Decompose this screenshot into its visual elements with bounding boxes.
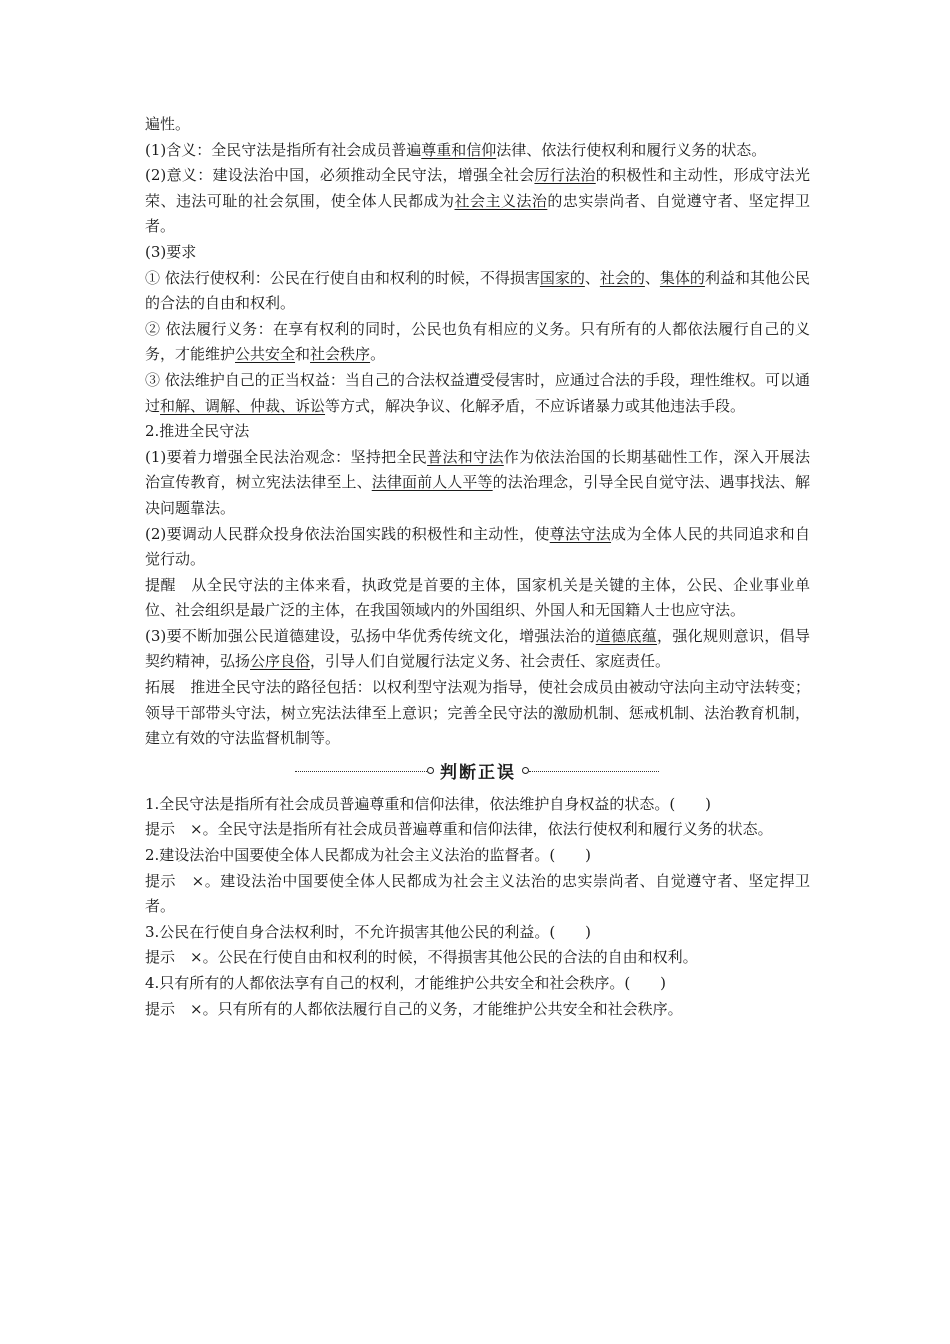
text-run: (1)要着力增强全民法治观念：坚持把全民 <box>145 447 428 466</box>
text-run: 的积极性和主动性，形成守法光荣、违法可耻的社会氛围，使全体人民都成为 <box>145 166 810 210</box>
document-page <box>145 112 810 1022</box>
underlined-term: 社会的 <box>599 268 645 287</box>
text-run: (3)要求 <box>145 242 197 261</box>
underlined-term: 集体的 <box>659 268 705 287</box>
judgment-question: 3.公民在行使自身合法权利时，不允许损害其他公民的利益。( ) <box>145 922 592 941</box>
text-run: ③ 依法维护自己的正当权益：当自己的合法权益遭受侵害时，应通过合法的手段，理性维权。可以通过 <box>145 370 810 415</box>
judgment-question: 1.全民守法是指所有社会成员普遍尊重和信仰法律，依法维护自身权益的状态。( ) <box>145 794 712 813</box>
text-run: 利益和其他公民的合法的自由和权利。 <box>145 268 810 313</box>
paragraph-11 <box>145 624 810 675</box>
text-run: 拓展 推进全民守法的路径包括：以权利型守法观为指导，使社会成员由被动守法向主动守法转变；领导干部带头守法，树立宪法法律至上意识；完善全民守法的激励机制、惩戒机制、法治教育机制，建立有效的守法监督机制等。 <box>145 678 810 748</box>
paragraph-7 <box>145 419 810 445</box>
underlined-term: 尊重和信仰 <box>421 140 497 159</box>
section-title: 判断正误 <box>440 762 516 783</box>
text-run: 法律、依法行使权利和履行义务的状态。 <box>496 140 767 159</box>
text-run: 遍性。 <box>145 115 191 133</box>
paragraph-3 <box>145 240 810 266</box>
judgment-list <box>145 792 810 1022</box>
underlined-term: 道德底蕴 <box>595 626 658 645</box>
text-run: 提醒 从全民守法的主体来看，执政党是首要的主体，国家机关是关键的主体，公民、企业事业单位、社会组织是最广泛的主体，在我国领域内的外国组织、外国人和无国籍人士也应守法。 <box>145 575 810 620</box>
paragraph-4 <box>145 266 810 317</box>
underlined-term: 公共安全 <box>235 345 296 364</box>
judgment-answer: 提示 ×。建设法治中国要使全体人民都成为社会主义法治的忠实崇尚者、自觉遵守者、坚定捍卫者。 <box>145 871 810 916</box>
circle-bullet-icon <box>427 767 434 774</box>
text-run: ，强化规则意识，倡导契约精神，弘扬 <box>145 626 810 671</box>
text-run: 等方式，解决争议、化解矛盾，不应诉诸暴力或其他违法手段。 <box>325 396 746 415</box>
paragraph-12 <box>145 675 810 752</box>
text-run: (3)要不断加强公民道德建设，弘扬中华优秀传统文化，增强法治的 <box>145 626 596 645</box>
text-run: 、 <box>644 268 660 287</box>
text-run: 、 <box>584 268 600 287</box>
text-run: ② 依法履行义务：在享有权利的同时，公民也负有相应的义务。只有所有的人都依法履行自己的义务，才能维护 <box>145 319 810 364</box>
underlined-term: 法律面前人人平等 <box>371 473 493 492</box>
circle-bullet-icon <box>522 767 529 774</box>
paragraph-1 <box>145 138 810 164</box>
underlined-term: 普法和守法 <box>427 447 504 466</box>
text-run: (1)含义：全民守法是指所有社会成员普遍 <box>145 140 422 159</box>
underlined-term: 厉行法治 <box>534 166 596 185</box>
dotted-rule-left <box>295 771 427 772</box>
text-run: (2)要调动人民群众投身依法治国实践的积极性和主动性，使 <box>145 524 550 543</box>
text-run: 的忠实崇尚者、自觉遵守者、坚定捍卫者。 <box>145 191 810 236</box>
text-run: ，引导人们自觉履行法定义务、社会责任、家庭责任。 <box>310 652 671 671</box>
judgment-answer: 提示 ×。只有所有的人都依法履行自己的义务，才能维护公共安全和社会秩序。 <box>145 999 683 1018</box>
text-run: 作为依法治国的长期基础性工作，深入开展法治宣传教育，树立宪法法律至上、 <box>145 447 810 492</box>
paragraph-5 <box>145 317 810 368</box>
main-text <box>145 112 810 752</box>
paragraph-10 <box>145 573 810 624</box>
underlined-term: 和解、调解、仲裁、诉讼 <box>160 396 326 415</box>
text-run: 2.推进全民守法 <box>145 422 250 441</box>
paragraph-0 <box>145 112 810 138</box>
judgment-answer: 提示 ×。全民守法是指所有社会成员普遍尊重和信仰法律，依法行使权利和履行义务的状态。 <box>145 820 773 839</box>
text-run: 和 <box>295 345 311 364</box>
text-run: 成为全体人民的共同追求和自觉行动。 <box>145 524 810 569</box>
judgment-answer: 提示 ×。公民在行使自由和权利的时候，不得损害其他公民的合法的自由和权利。 <box>145 948 698 967</box>
judgment-question: 2.建设法治中国要使全体人民都成为社会主义法治的监督者。( ) <box>145 846 592 865</box>
section-header <box>145 752 810 792</box>
paragraph-8 <box>145 445 810 522</box>
underlined-term: 国家的 <box>539 268 585 287</box>
underlined-term: 尊法守法 <box>549 524 612 543</box>
judgment-question: 4.只有所有的人都依法享有自己的权利，才能维护公共安全和社会秩序。( ) <box>145 974 667 992</box>
text-run: 的法治理念，引导全民自觉守法、遇事找法、解决问题靠法。 <box>145 473 810 517</box>
paragraph-6 <box>145 368 810 419</box>
text-run: ① 依法行使权利：公民在行使自由和权利的时候，不得损害 <box>145 268 540 287</box>
paragraph-2 <box>145 163 810 240</box>
dotted-rule-right <box>529 771 659 772</box>
underlined-term: 社会主义法治 <box>454 191 548 210</box>
underlined-term: 社会秩序 <box>310 345 371 364</box>
text-run: (2)意义：建设法治中国，必须推动全民守法，增强全社会 <box>145 166 535 185</box>
text-run: 。 <box>370 345 386 364</box>
underlined-term: 公序良俗 <box>250 652 311 671</box>
paragraph-9 <box>145 522 810 573</box>
